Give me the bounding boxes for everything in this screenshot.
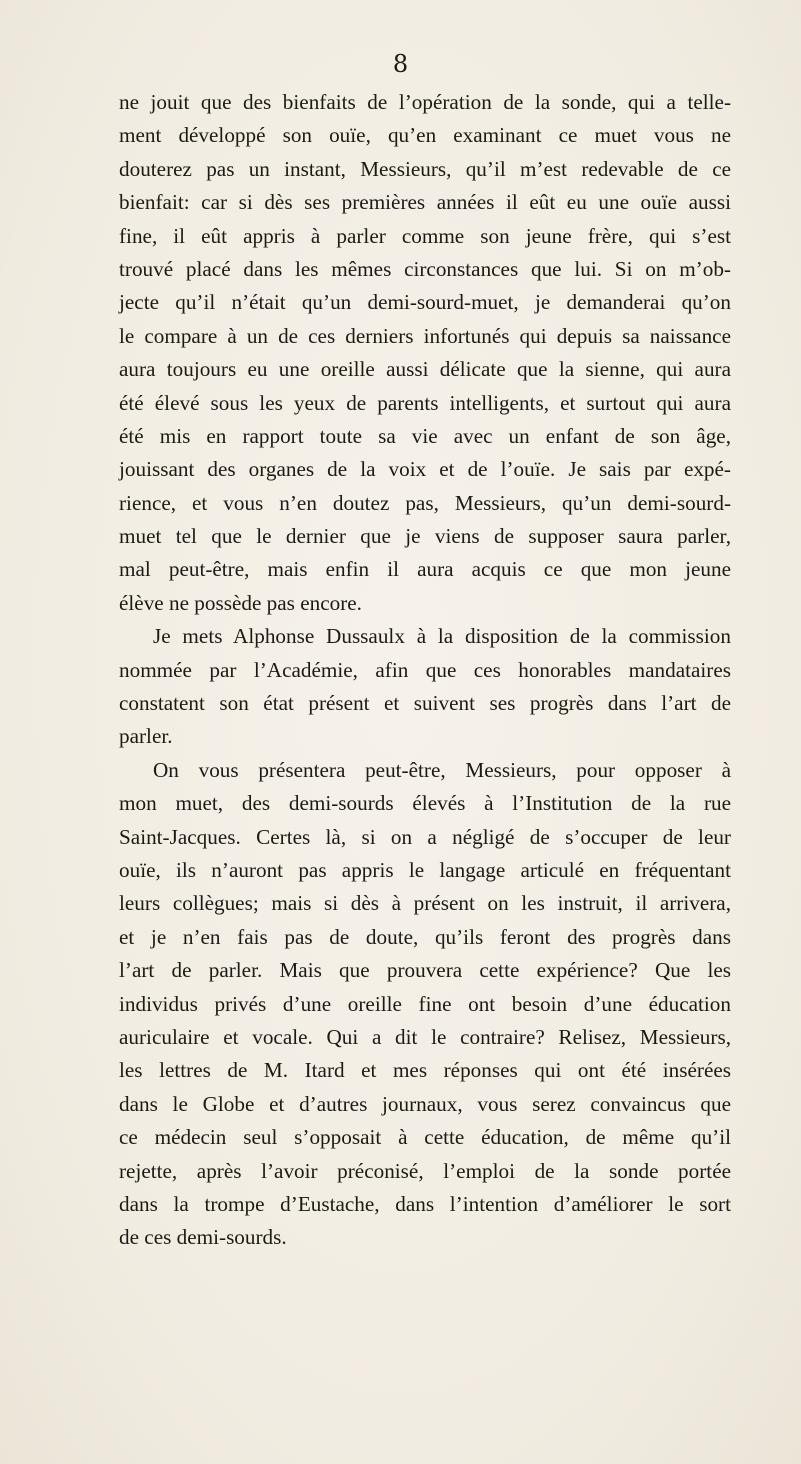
- text-line: trouvé placé dans les mêmes circonstances que lui. Si on m’ob-: [119, 256, 731, 281]
- text-line: leurs collègues; mais si dès à présent on les instruit, il arrivera,: [119, 891, 731, 916]
- text-line: muet tel que le dernier que je viens de supposer saura parler,: [119, 524, 731, 549]
- text-line: ce médecin seul s’opposait à cette éducation, de même qu’il: [119, 1125, 731, 1150]
- text-line: ne jouit que des bienfaits de l’opération de la sonde, qui a telle-: [119, 90, 731, 114]
- text-line: rience, et vous n’en doutez pas, Messieurs, qu’un demi-sourd-: [119, 490, 731, 515]
- text-line: nommée par l’Académie, afin que ces honorables mandataires: [119, 657, 731, 682]
- text-line: ment développé son ouïe, qu’en examinant ce muet vous ne: [119, 123, 731, 148]
- page-number: 8: [392, 50, 409, 78]
- text-line: jecte qu’il n’était qu’un demi-sourd-muet, je demanderai qu’on: [119, 290, 731, 315]
- text-line: bienfait: car si dès ses premières années il eût eu une ouïe aussi: [119, 190, 731, 215]
- text-line: douterez pas un instant, Messieurs, qu’il m’est redevable de ce: [119, 156, 731, 181]
- text-line: Saint-Jacques. Certes là, si on a négligé de s’occuper de leur: [119, 824, 731, 849]
- text-line: mal peut-être, mais enfin il aura acquis ce que mon jeune: [119, 557, 731, 582]
- text-line: dans le Globe et d’autres journaux, vous serez convaincus que: [119, 1091, 731, 1116]
- text-line: parler.: [119, 724, 173, 749]
- text-line: mon muet, des demi-sourds élevés à l’Institution de la rue: [119, 791, 731, 816]
- text-line: ouïe, ils n’auront pas appris le langage articulé en fréquentant: [119, 857, 731, 882]
- text-line: été mis en rapport toute sa vie avec un enfant de son âge,: [119, 423, 731, 448]
- paragraph-start: Je mets Alphonse Dussaulx à la disposition de la commission: [153, 624, 731, 649]
- text-line: le compare à un de ces derniers infortunés qui depuis sa naissance: [119, 323, 731, 348]
- text-line: l’art de parler. Mais que prouvera cette expérience? Que les: [119, 958, 731, 983]
- text-line: les lettres de M. Itard et mes réponses qui ont été insérées: [119, 1058, 731, 1083]
- text-line: constatent son état présent et suivent ses progrès dans l’art de: [119, 691, 731, 716]
- paragraph-start: On vous présentera peut-être, Messieurs, pour opposer à: [153, 757, 731, 782]
- text-line: aura toujours eu une oreille aussi délicate que la sienne, qui aura: [119, 357, 731, 382]
- text-line: rejette, après l’avoir préconisé, l’emploi de la sonde portée: [119, 1158, 731, 1183]
- text-line: individus privés d’une oreille fine ont besoin d’une éducation: [119, 991, 731, 1016]
- text-line: dans la trompe d’Eustache, dans l’intention d’améliorer le sort: [119, 1191, 731, 1216]
- text-line: et je n’en fais pas de doute, qu’ils feront des progrès dans: [119, 924, 731, 949]
- text-line: de ces demi-sourds.: [119, 1225, 287, 1250]
- text-line: auriculaire et vocale. Qui a dit le contraire? Relisez, Messieurs,: [119, 1024, 731, 1049]
- text-line: jouissant des organes de la voix et de l’ouïe. Je sais par expé-: [119, 457, 731, 482]
- text-line: élève ne possède pas encore.: [119, 590, 362, 615]
- text-line: été élevé sous les yeux de parents intelligents, et surtout qui aura: [119, 390, 731, 415]
- body-text: [119, 86, 731, 1255]
- text-line: fine, il eût appris à parler comme son jeune frère, qui s’est: [119, 223, 731, 248]
